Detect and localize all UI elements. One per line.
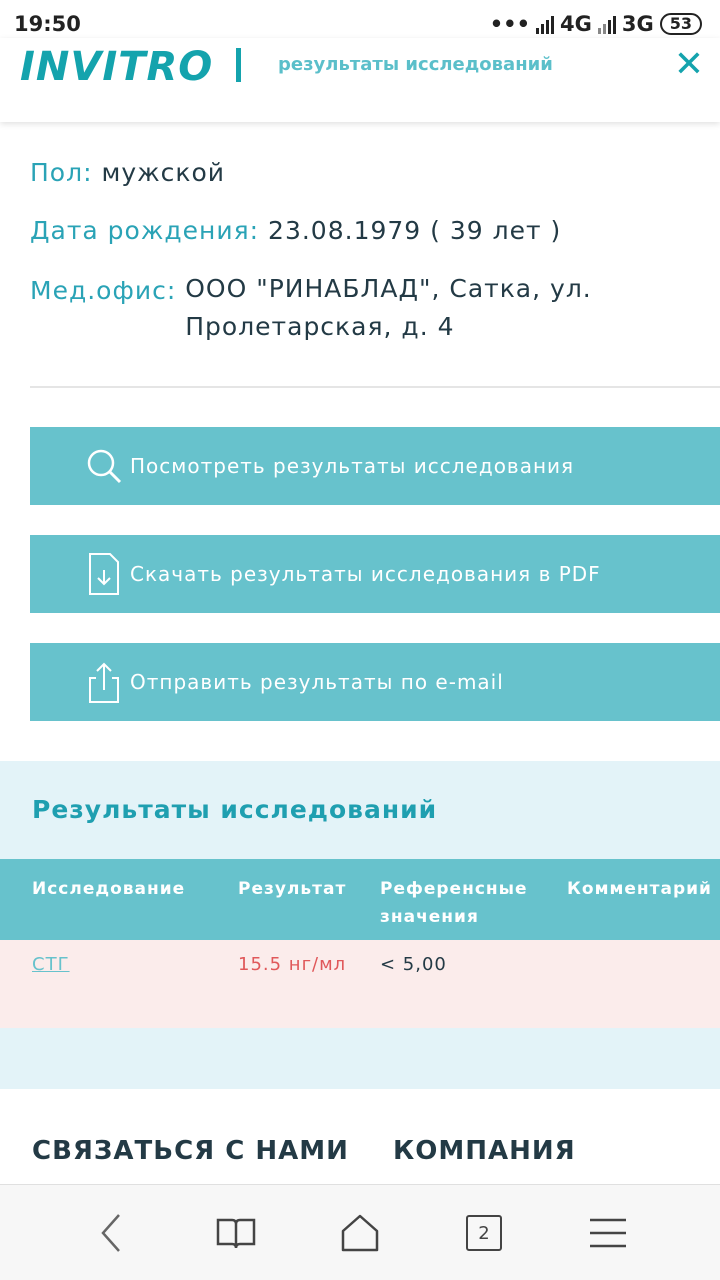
tabs-button[interactable]: [460, 1209, 508, 1257]
dob-value: 23.08.1979 ( 39 лет ): [268, 216, 562, 245]
view-results-button[interactable]: [30, 427, 720, 505]
office-value: [185, 270, 592, 346]
sex-row: [30, 158, 225, 187]
office-value-line-2: Пролетарская, д. 4: [185, 312, 455, 341]
header-title: результаты исследований: [278, 54, 553, 75]
network-type-1: 4G: [560, 12, 592, 36]
sex-label: Пол:: [30, 158, 93, 187]
column-header-comment: Комментарий: [567, 879, 712, 899]
results-table-header: [0, 859, 720, 940]
close-icon[interactable]: ✕: [673, 44, 704, 85]
home-icon[interactable]: [336, 1209, 384, 1257]
back-icon[interactable]: [88, 1209, 136, 1257]
status-indicators: [490, 12, 702, 36]
search-icon: [82, 444, 126, 488]
app-header: [0, 38, 720, 122]
invitro-logo[interactable]: INVITRO: [20, 44, 214, 90]
send-email-label: Отправить результаты по e-mail: [130, 670, 504, 694]
status-time: 19:50: [14, 12, 81, 36]
download-file-icon: [82, 552, 126, 596]
browser-nav-bar: [0, 1184, 720, 1280]
footer-contact[interactable]: СВЯЗАТЬСЯ С НАМИ: [32, 1136, 349, 1166]
bookmarks-icon[interactable]: [212, 1209, 260, 1257]
menu-icon[interactable]: [584, 1209, 632, 1257]
signal-icon: [536, 14, 554, 34]
send-email-button[interactable]: [30, 643, 720, 721]
office-label: Мед.офис:: [30, 276, 177, 305]
download-pdf-label: Скачать результаты исследования в PDF: [130, 562, 601, 586]
view-results-label: Посмотреть результаты исследования: [130, 454, 575, 478]
office-row: [30, 276, 592, 346]
reference-value: < 5,00: [380, 954, 447, 975]
dob-label: Дата рождения:: [30, 216, 260, 245]
more-dots-icon: •••: [489, 12, 531, 36]
results-title: Результаты исследований: [32, 795, 438, 824]
tabs-count: 2: [466, 1215, 502, 1251]
network-type-2: 3G: [621, 12, 654, 36]
result-value: 15.5 нг/мл: [238, 954, 347, 975]
test-name-link[interactable]: СТГ: [32, 954, 70, 975]
column-header-test: Исследование: [32, 879, 186, 899]
dob-row: [30, 216, 561, 245]
section-divider: [30, 386, 720, 388]
column-header-reference: Референсные значения: [380, 879, 528, 927]
share-icon: [82, 660, 126, 704]
battery-icon: 53: [660, 13, 702, 35]
footer-company[interactable]: КОМПАНИЯ: [393, 1136, 576, 1166]
column-header-result: Результат: [238, 879, 347, 899]
table-row: [0, 940, 720, 1028]
download-pdf-button[interactable]: [30, 535, 720, 613]
sex-value: мужской: [101, 158, 226, 187]
signal-icon-2: [598, 14, 616, 34]
logo-divider: [236, 48, 241, 82]
results-section: [0, 761, 720, 1089]
office-value-line-1: ООО "РИНАБЛАД", Сатка, ул.: [185, 274, 592, 303]
